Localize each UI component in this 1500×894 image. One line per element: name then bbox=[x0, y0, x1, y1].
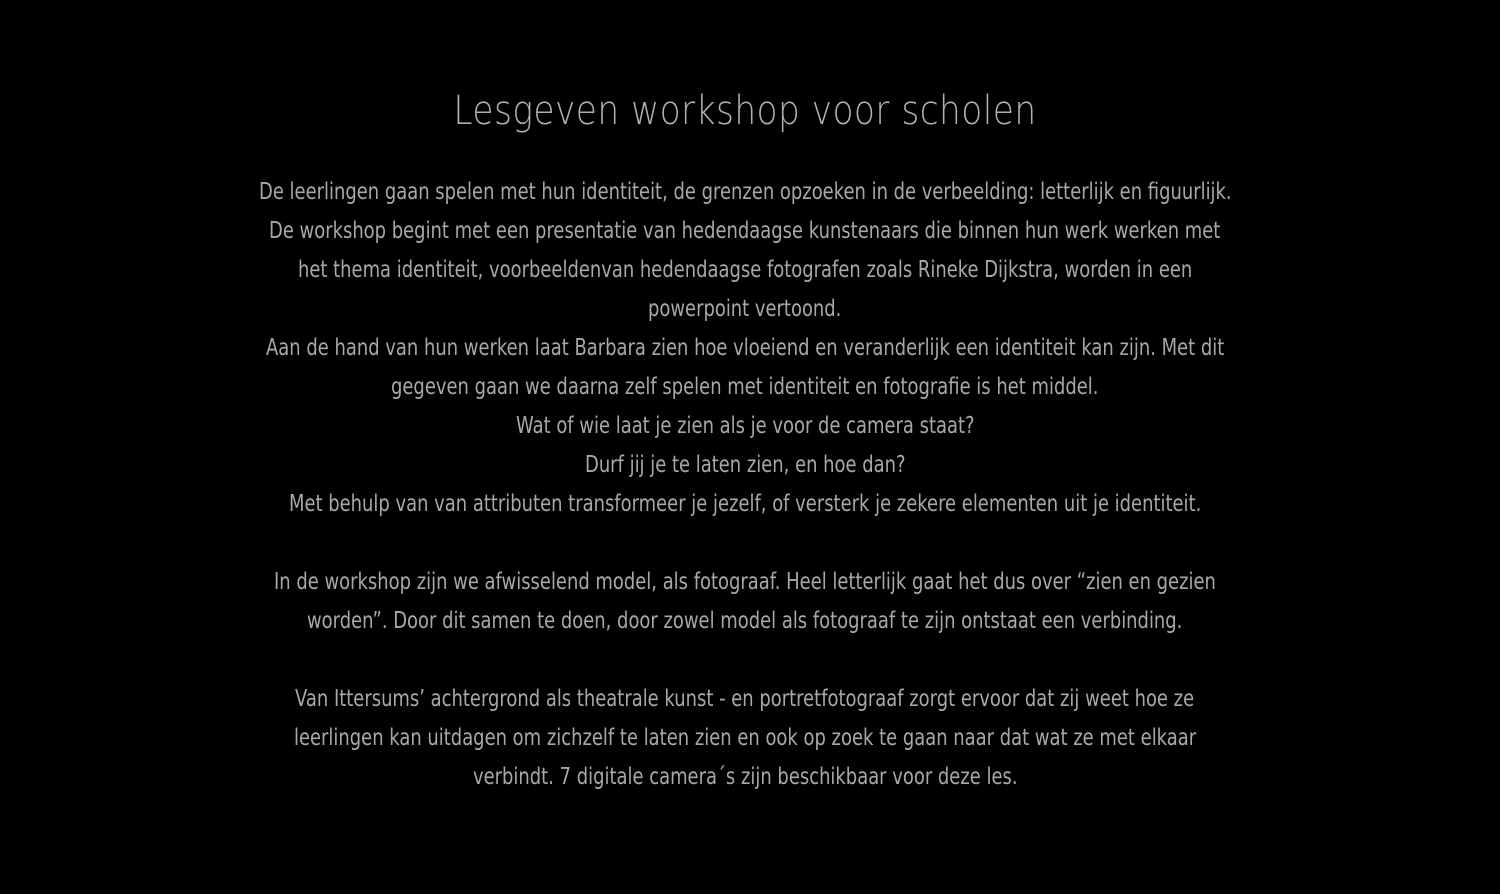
text-line-content: Van Ittersums’ achtergrond als theatrale kunst - en portretfotograaf zorgt ervoor dat zij weet hoe ze bbox=[295, 686, 1195, 712]
text-line bbox=[117, 758, 1373, 797]
text-line bbox=[117, 719, 1373, 758]
text-line bbox=[117, 563, 1373, 602]
text-line-content: leerlingen kan uitdagen om zichzelf te laten zien en ook op zoek te gaan naar dat wat ze met elkaar bbox=[293, 725, 1197, 751]
text-line bbox=[117, 446, 1373, 485]
text-line-content: Wat of wie laat je zien als je voor de camera staat? bbox=[515, 413, 975, 439]
text-line-content: het thema identiteit, voorbeeldenvan hedendaagse fotografen zoals Rineke Dijkstra, worden in een bbox=[297, 257, 1193, 283]
text-line-content: De workshop begint met een presentatie van hedendaagse kunstenaars die binnen hun werk werken met bbox=[269, 218, 1221, 244]
text-line-content: worden”. Door dit samen te doen, door zowel model als fotograaf te zijn ontstaat een verbinding. bbox=[307, 608, 1183, 634]
paragraph-workshop bbox=[117, 563, 1373, 641]
text-line bbox=[117, 485, 1373, 524]
paragraph-spacer bbox=[117, 641, 1373, 680]
text-line bbox=[117, 680, 1373, 719]
text-line bbox=[117, 212, 1373, 251]
paragraph-background bbox=[117, 680, 1373, 797]
text-line-content: gegeven gaan we daarna zelf spelen met identiteit en fotografie is het middel. bbox=[391, 374, 1099, 400]
text-line-content: Met behulp van van attributen transformeer je jezelf, of versterk je zekere elementen uit je identiteit. bbox=[288, 491, 1202, 517]
text-line bbox=[117, 173, 1373, 212]
text-line bbox=[117, 251, 1373, 290]
text-line-content: In de workshop zijn we afwisselend model, als fotograaf. Heel letterlijk gaat het dus over “zien en gezien bbox=[274, 569, 1216, 595]
text-line bbox=[117, 290, 1373, 329]
text-line-content: Durf jij je te laten zien, en hoe dan? bbox=[584, 452, 906, 478]
article-body bbox=[117, 173, 1373, 797]
paragraph-spacer bbox=[117, 524, 1373, 563]
paragraph-intro bbox=[117, 173, 1373, 524]
text-line bbox=[117, 407, 1373, 446]
text-line bbox=[117, 602, 1373, 641]
text-line bbox=[117, 368, 1373, 407]
text-line-content: De leerlingen gaan spelen met hun identiteit, de grenzen opzoeken in de verbeelding: letterlijk en figuurlijk. bbox=[258, 179, 1232, 205]
text-line-content: verbindt. 7 digitale camera´s zijn beschikbaar voor deze les. bbox=[472, 764, 1018, 790]
text-line-content: Aan de hand van hun werken laat Barbara zien hoe vloeiend en veranderlijk een identiteit kan zijn. Met dit bbox=[265, 335, 1225, 361]
text-line bbox=[117, 329, 1373, 368]
page-title: Lesgeven workshop voor scholen bbox=[453, 88, 1037, 134]
text-line-content: powerpoint vertoond. bbox=[648, 296, 842, 322]
